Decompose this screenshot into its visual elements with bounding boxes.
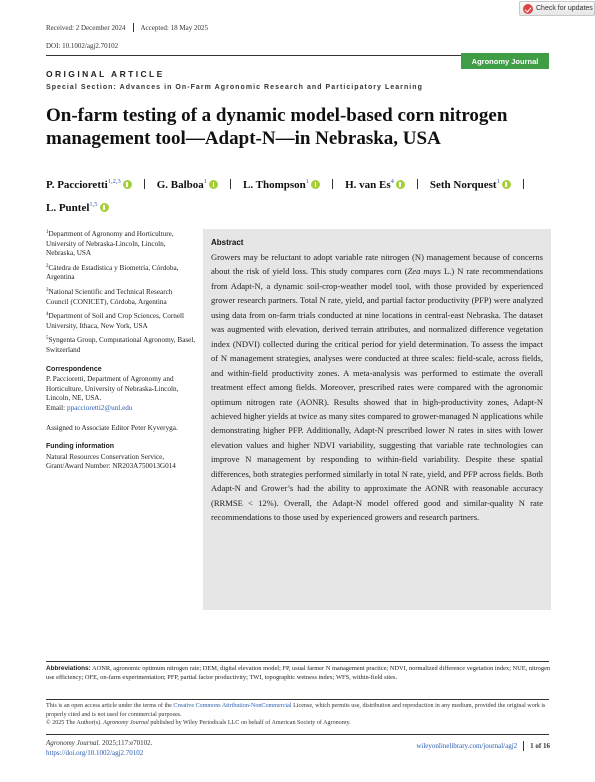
- page-number: 1 of 16: [530, 742, 550, 750]
- orcid-icon[interactable]: [100, 203, 109, 212]
- check-icon: [523, 4, 533, 14]
- license-link[interactable]: Creative Commons Attribution-NonCommercial: [173, 703, 292, 709]
- affiliation: [46, 334, 196, 355]
- author[interactable]: [430, 179, 511, 191]
- copyright-text: © 2025 The Author(s).: [46, 720, 104, 727]
- special-section: Special Section: Advances in On-Farm Agronomic Research and Participatory Learning: [46, 84, 423, 91]
- affiliation: [46, 286, 196, 307]
- affiliation-text: National Scientific and Technical Research Council (CONICET), Córdoba, Argentina: [46, 287, 173, 306]
- divider: [523, 741, 524, 751]
- author[interactable]: [157, 179, 218, 191]
- footer-right: [416, 741, 550, 751]
- orcid-icon[interactable]: [396, 180, 405, 189]
- article-info-column: [46, 228, 196, 472]
- author-separator: [230, 179, 231, 189]
- affiliation: [46, 262, 196, 283]
- license-notice: [46, 702, 551, 728]
- author-separator: [417, 179, 418, 189]
- funding-text: Natural Resources Conservation Service, Grant/Award Number: NR203A750013G014: [46, 452, 176, 471]
- correspondence-heading: Correspondence: [46, 365, 102, 373]
- orcid-icon[interactable]: [209, 180, 218, 189]
- doi: DOI: 10.1002/agj2.70102: [46, 42, 119, 50]
- author-name: L. Puntel: [46, 202, 90, 214]
- affiliation-number: 3: [46, 287, 49, 293]
- abstract-text: [211, 250, 543, 525]
- author[interactable]: [46, 202, 109, 214]
- footer-journal: Agronomy Journal.: [46, 739, 101, 747]
- footer-rule: [46, 734, 549, 735]
- abstract-part: Growers may be reluctant to adopt variable rate nitrogen (N) management because of concerns about the risk of yield loss. This study compares corn (: [211, 252, 543, 277]
- affiliation-text: Department of Agronomy and Horticulture, University of Nebraska-Lincoln, Lincoln, Nebraska, USA: [46, 230, 174, 258]
- license-text: License, which permits use, distribution and reproduction in any medium, provided the original work is properly cited and is not used for commercial purposes.: [46, 703, 546, 718]
- abbreviations-text: AONR, agronomic optimum nitrogen rate; DEM, digital elevation model; FP, usual farmer N management practice; NDVI, normalized difference vegetation index; NUE, nitrogen use efficiency; OFE, on-farm experimentation; PFP, partial factor productivity; TWI, topographic wetness index; WFS, within-field sites.: [46, 665, 551, 682]
- abstract-part: L.) N rate recommendations from Adapt-N, a dynamic soil-crop-weather model tool, with those provided by experienced grower research partners. Total N rate, yield, and partial factor productivity (PFP) were analyzed using data from on-farm trials conducted at nine locations in central-east Nebraska. The dataset was augmented with elevation, derived terrain attributes, and normalized difference vegetation index (NDVI) collected during the critical period for yield determination. To assess the impact of N management strategies, analyses were conducted at three scales: field-scale, across fields, and within-field productivity zones. A meta-analysis was performed to estimate the overall treatment effect among fields. Moreover, prescribed rates were compared with the agronomic optimum nitrogen rate (AONR). Results showed that in high-productivity zones, Adapt-N achieved higher yields at twice as many sites compared to grower-managed N applications while demonstrating higher PFP. Additionally, Adapt-N prescribed lower N rates in sites with lower elevation values and higher NDVI variability, suggesting that variable rate technologies can improve N management by responding to within-field variability. Despite these spatial differences, both strategies performed similarly in total N rate, yield, and PFP across fields. Both Adapt-N and Grower’s had the ability to approximate the AONR with reasonable accuracy (RRMSE < 12%). Overall, the Adapt-N model offered good and similar-quality N rate recommendations to those used by experienced growers and research partners.: [211, 266, 543, 523]
- author-affiliation-number: 1: [496, 178, 500, 185]
- email-label: Email:: [46, 403, 66, 412]
- email-link[interactable]: ppaccioretti2@unl.edu: [66, 403, 133, 412]
- journal-badge[interactable]: Agronomy Journal: [461, 53, 549, 69]
- copyright-text: published by Wiley Periodicals LLC on behalf of American Society of Agronomy.: [148, 720, 351, 727]
- author-name: P. Paccioretti: [46, 179, 108, 191]
- author-list: [46, 172, 551, 218]
- article-title: On-farm testing of a dynamic model-based corn nitrogen management tool—Adapt-N—in Nebraska, USA: [46, 105, 508, 149]
- author-separator: [144, 179, 145, 189]
- orcid-icon[interactable]: [311, 180, 320, 189]
- affiliation-text: Department of Soil and Crop Sciences, Cornell University, Ithaca, New York, USA: [46, 312, 185, 330]
- affiliation: [46, 228, 196, 259]
- abbreviations-rule: [46, 661, 549, 662]
- author[interactable]: [46, 179, 132, 191]
- check-for-updates-button[interactable]: [519, 1, 595, 16]
- author-affiliation-number: 1: [305, 178, 310, 185]
- author[interactable]: [345, 179, 405, 191]
- affiliation-text: Cátedra de Estadística y Biometría, Córdoba, Argentina: [46, 263, 179, 282]
- author-name: G. Balboa: [156, 179, 204, 191]
- author-name: L. Thompson: [243, 179, 306, 191]
- author-separator: [332, 179, 333, 189]
- author-name: Seth Norquest: [429, 179, 497, 191]
- footer-citation: 2025;117:e70102.: [100, 739, 153, 747]
- author-affiliation-number: 1: [203, 178, 208, 185]
- affiliation-number: 4: [46, 312, 49, 318]
- orcid-icon[interactable]: [123, 180, 132, 189]
- affiliation: [46, 310, 196, 331]
- article-dates: [46, 23, 208, 32]
- footer-doi-link[interactable]: https://doi.org/10.1002/agj2.70102: [46, 749, 144, 757]
- abbreviations-label: Abbreviations:: [46, 665, 91, 672]
- divider: [133, 23, 134, 32]
- affiliations: [46, 228, 196, 356]
- license-text: This is an open access article under the terms of the: [46, 703, 174, 709]
- affiliation-text: Syngenta Group, Computational Agronomy, Basel, Switzerland: [46, 336, 196, 354]
- article-type: ORIGINAL ARTICLE: [46, 69, 165, 79]
- affiliation-number: 5: [46, 336, 49, 342]
- license-rule: [46, 699, 549, 700]
- author-affiliation-number: 4: [390, 178, 394, 185]
- orcid-icon[interactable]: [502, 180, 511, 189]
- abbreviations: [46, 664, 551, 683]
- affiliation-number: 2: [46, 263, 49, 269]
- accepted-date: Accepted: 18 May 2025: [140, 23, 208, 32]
- species-name: Zea mays: [407, 266, 441, 277]
- citation-footer: [46, 738, 152, 758]
- copyright-journal: Agronomy Journal: [103, 720, 149, 727]
- correspondence-email: [46, 404, 196, 414]
- author-separator: [523, 179, 524, 189]
- journal-site-link[interactable]: wileyonlinelibrary.com/journal/agj2: [416, 742, 518, 750]
- author[interactable]: [243, 179, 320, 191]
- received-date: Received: 2 December 2024: [46, 23, 126, 32]
- author-affiliation-number: 1,5: [89, 201, 98, 208]
- abstract-box: [203, 229, 551, 610]
- abstract-heading: Abstract: [211, 238, 244, 247]
- check-for-updates-label: Check for updates: [536, 5, 593, 12]
- author-affiliation-number: 1,2,3: [107, 178, 121, 185]
- funding-heading: Funding information: [46, 443, 115, 451]
- author-name: H. van Es: [345, 179, 391, 191]
- affiliation-number: 1: [46, 230, 49, 235]
- correspondence-text: P. Paccioretti, Department of Agronomy and Horticulture, University of Nebraska-Lincoln, Lincoln, NE, USA.: [46, 375, 179, 403]
- associate-editor: Assigned to Associate Editor Peter Kyveryga.: [46, 423, 178, 432]
